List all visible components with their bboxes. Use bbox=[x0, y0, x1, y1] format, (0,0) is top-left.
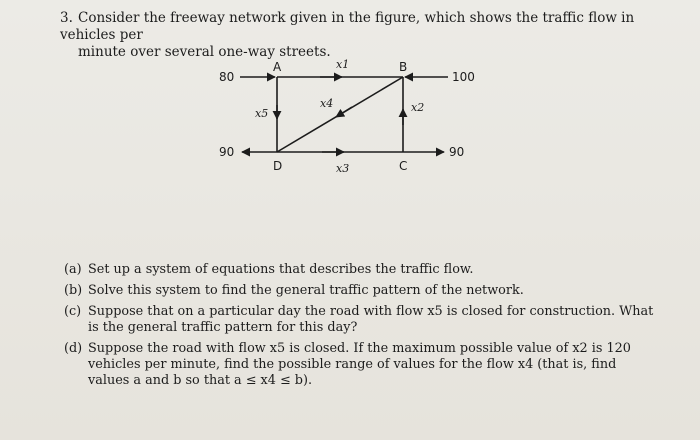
x5-label: x5 bbox=[255, 107, 269, 120]
x4-label: x4 bbox=[320, 97, 334, 110]
part-c bbox=[64, 304, 654, 336]
part-a-text: Set up a system of equations that describes the traffic flow. bbox=[88, 262, 474, 277]
x1-label: x1 bbox=[336, 58, 350, 71]
part-a bbox=[64, 262, 654, 278]
node-D-label: D bbox=[273, 159, 283, 173]
inflow-80-label: 80 bbox=[219, 70, 235, 84]
problem-text-line1: Consider the freeway network given in the figure, which shows the traffic flow in vehicles per bbox=[60, 10, 635, 43]
part-c-tag: (c) bbox=[64, 304, 82, 319]
problem-number: 3. bbox=[60, 10, 73, 26]
arrow-x4 bbox=[336, 107, 352, 117]
x2-label: x2 bbox=[411, 101, 425, 114]
problem-text-line2: minute over several one-way streets. bbox=[78, 44, 331, 60]
inflow-100-label: 100 bbox=[452, 70, 475, 84]
x3-label: x3 bbox=[336, 162, 350, 175]
part-b bbox=[64, 283, 654, 299]
part-d bbox=[64, 341, 654, 389]
node-C-label: C bbox=[399, 159, 408, 173]
part-a-tag: (a) bbox=[64, 262, 82, 277]
node-B-label: B bbox=[399, 60, 408, 74]
part-b-tag: (b) bbox=[64, 283, 83, 298]
part-d-tag: (d) bbox=[64, 341, 83, 356]
part-b-text: Solve this system to find the general traffic pattern of the network. bbox=[88, 283, 524, 298]
outflow-90-right-label: 90 bbox=[449, 145, 465, 159]
node-A-label: A bbox=[273, 60, 282, 74]
part-c-text: Suppose that on a particular day the road with flow x5 is closed for construction. What is the general traffic pattern for this day? bbox=[88, 304, 654, 335]
outflow-90-left-label: 90 bbox=[219, 145, 235, 159]
question-parts bbox=[64, 262, 654, 394]
part-d-text: Suppose the road with flow x5 is closed. If the maximum possible value of x2 is 120 vehicles per minute, find the possible range of values for the flow x4 (that is, find values a and b so that a ≤ x4 ≤ b). bbox=[88, 341, 631, 388]
